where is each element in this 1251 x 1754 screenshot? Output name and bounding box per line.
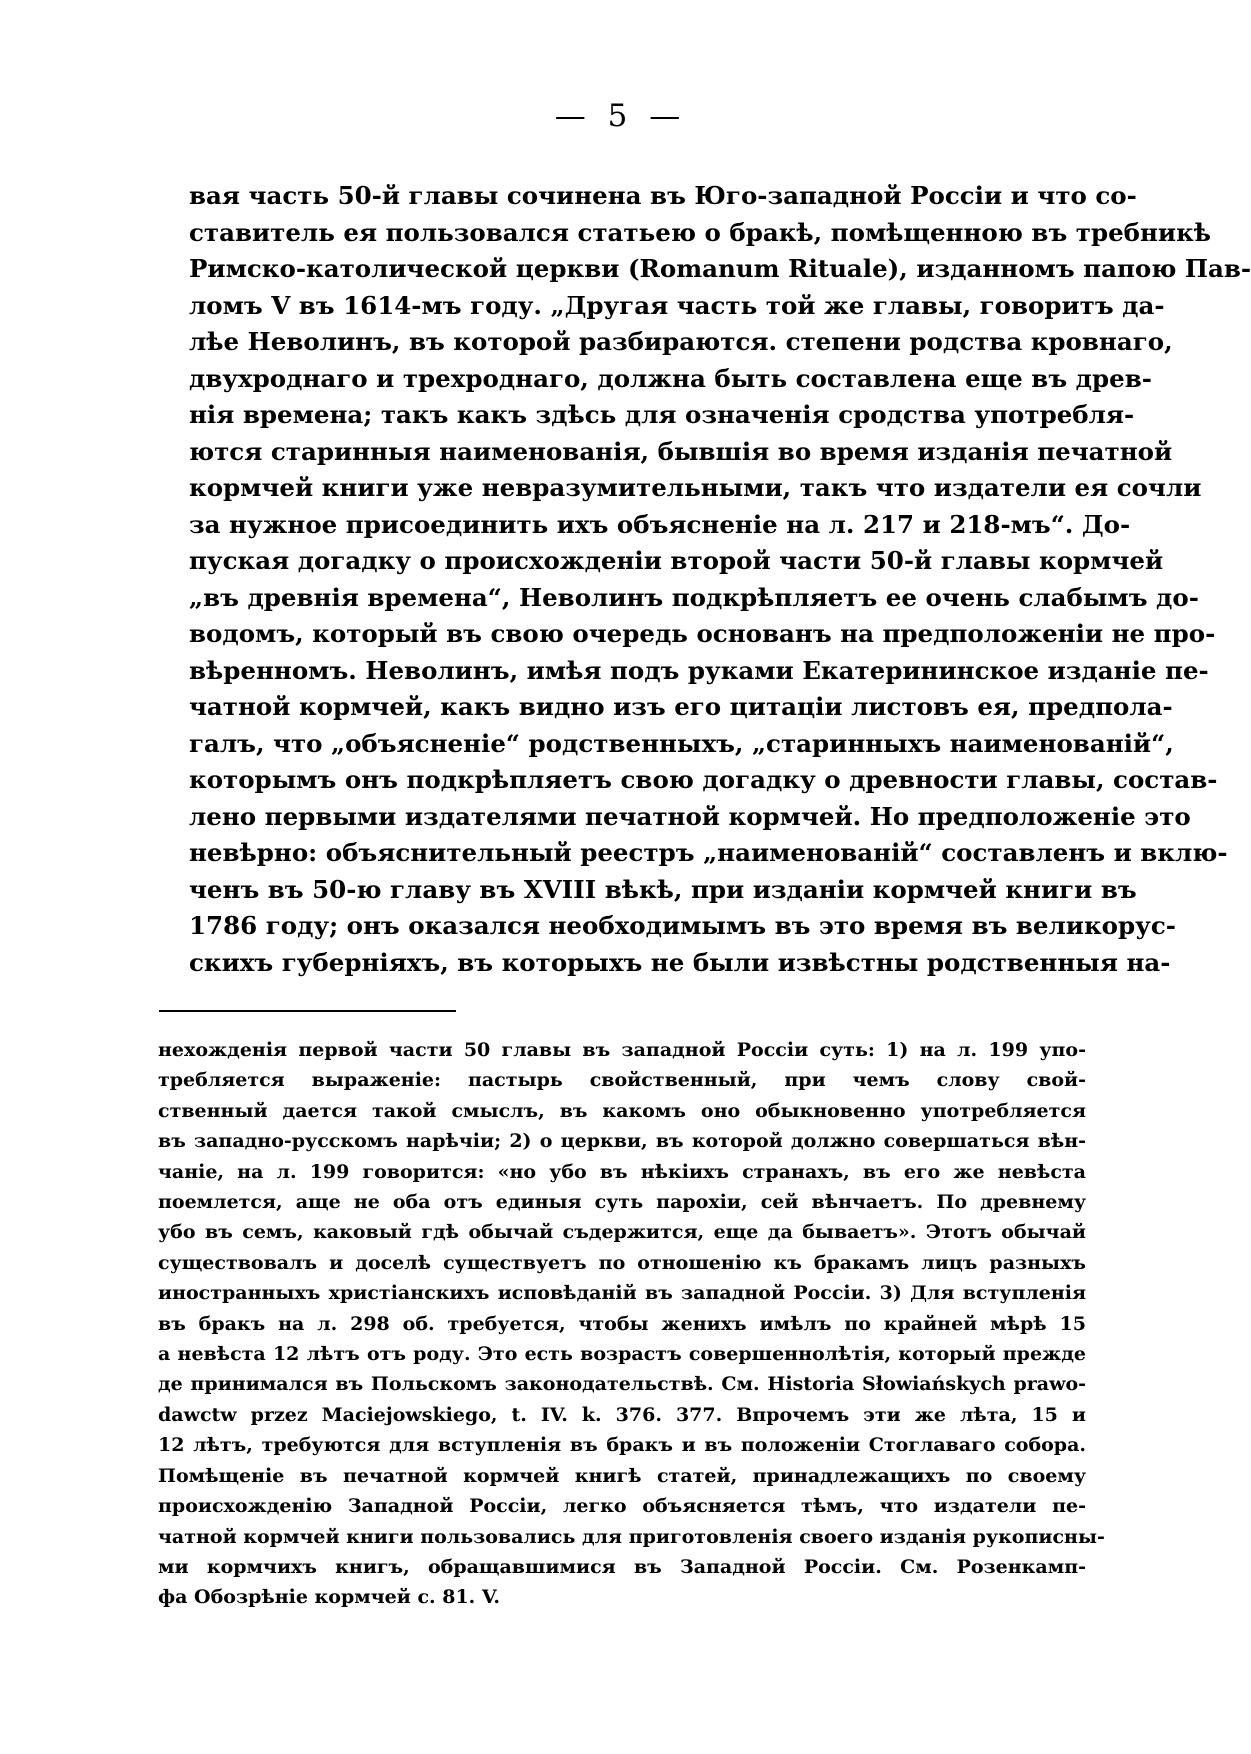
footnote-line: фа Обозрѣніе кормчей с. 81. V. bbox=[158, 1586, 500, 1609]
body-line: ломъ V въ 1614-мъ году. „Другая часть той же главы, говоритъ да- bbox=[189, 290, 1165, 320]
footnote-line: требляется выраженіе: пастырь свойственный, при чемъ слову свой- bbox=[158, 1069, 1086, 1092]
footnote-line: убо въ семъ, каковый гдѣ обычай съдержится, еще да бываетъ». Этотъ обычай bbox=[158, 1221, 1086, 1244]
body-line: Римско-католической церкви (Romanum Rituale), изданномъ папою Пав- bbox=[189, 254, 1251, 283]
footnote-line: Помѣщеніе въ печатной кормчей книгѣ статей, принадлежащихъ по своему bbox=[158, 1464, 1086, 1487]
page-number: — 5 — bbox=[554, 98, 687, 134]
footnote-line: а невѣста 12 лѣтъ отъ роду. Это есть возрастъ совершеннолѣтія, который прежде bbox=[158, 1343, 1086, 1366]
body-line: нія времена; такъ какъ здѣсь для означенія сродства употребля- bbox=[189, 400, 1135, 429]
footnote-line: 12 лѣтъ, требуются для вступленія въ бракъ и въ положеніи Стоглаваго собора. bbox=[158, 1434, 1086, 1457]
body-line: ченъ въ 50-ю главу въ XVIII вѣкѣ, при изданіи кормчей книги въ bbox=[189, 874, 1137, 904]
body-line: 1786 году; онъ оказался необходимымъ въ это время въ великорус- bbox=[189, 911, 1176, 940]
body-line: лено первыми издателями печатной кормчей. Но предположеніе это bbox=[189, 801, 1191, 831]
body-line: кормчей книги уже невразумительными, такъ что издатели ея сочли bbox=[189, 473, 1202, 502]
footnote-line: поемлется, аще не оба отъ единыя суть парохіи, сей вѣнчаетъ. По древнему bbox=[158, 1191, 1086, 1214]
footnote-text bbox=[158, 1035, 1105, 1613]
body-line: скихъ губерніяхъ, въ которыхъ не были извѣстны родственныя на- bbox=[189, 947, 1171, 977]
body-line: водомъ, который въ свою очередь основанъ на предположеніи не про- bbox=[189, 619, 1216, 648]
footnote-line: чатной кормчей книги пользовались для приготовленія своего изданія рукописны- bbox=[158, 1525, 1105, 1548]
footnote-line: dawctw przez Maciejowskiego, t. IV. k. 376. 377. Впрочемъ эти же лѣта, 15 и bbox=[158, 1403, 1086, 1426]
body-line: которымъ онъ подкрѣпляетъ свою догадку о древности главы, состав- bbox=[189, 765, 1218, 794]
footnote-line: существовалъ и доселѣ существуетъ по отношенію къ бракамъ лицъ разныхъ bbox=[158, 1251, 1086, 1274]
body-line: галъ, что „объясненіе“ родственныхъ, „старинныхъ наименованій“, bbox=[189, 728, 1174, 758]
body-line: чатной кормчей, какъ видно изъ его цитаціи листовъ ея, предпола- bbox=[189, 692, 1173, 721]
footnote-line: въ бракъ на л. 298 об. требуется, чтобы женихъ имѣлъ по крайней мѣрѣ 15 bbox=[158, 1312, 1086, 1335]
body-line: вѣренномъ. Неволинъ, имѣя подъ руками Екатерининское изданіе пе- bbox=[189, 655, 1209, 685]
body-line: за нужное присоединить ихъ объясненіе на л. 217 и 218-мъ“. До- bbox=[189, 509, 1131, 539]
footnote-line: чаніе, на л. 199 говорится: «но убо въ нѣкіихъ странахъ, въ его же невѣста bbox=[158, 1160, 1086, 1183]
footnote-line: происхожденію Западной Россіи, легко объясняется тѣмъ, что издатели пе- bbox=[158, 1495, 1086, 1518]
body-line: лѣе Неволинъ, въ которой разбираются. степени родства кровнаго, bbox=[189, 327, 1173, 356]
footnote-separator bbox=[159, 1010, 456, 1012]
footnote-line: ственный дается такой смыслъ, въ какомъ оно обыкновенно употребляется bbox=[158, 1099, 1086, 1122]
body-line: двухроднаго и трехроднаго, должна быть составлена еще въ древ- bbox=[189, 363, 1152, 393]
footnote-line: де принимался въ Польскомъ законодательствѣ. См. Historia Słowiańskych prawo- bbox=[158, 1373, 1086, 1396]
body-line: „въ древнія времена“, Неволинъ подкрѣпляетъ ее очень слабымъ до- bbox=[189, 582, 1199, 612]
footnote-line: нехожденія первой части 50 главы въ западной Россіи суть: 1) на л. 199 упо- bbox=[158, 1039, 1086, 1061]
body-line: невѣрно: объяснительный реестръ „наименованій“ составленъ и вклю- bbox=[189, 838, 1228, 867]
body-line: ставитель ея пользовался статьею о бракѣ, помѣщенною въ требникѣ bbox=[189, 217, 1212, 247]
main-body-text bbox=[189, 178, 1251, 981]
body-line: пуская догадку о происхожденіи второй части 50-й главы кормчей bbox=[189, 546, 1164, 575]
footnote-line: иностранныхъ христіанскихъ исповѣданій въ западной Россіи. 3) Для вступленія bbox=[158, 1282, 1086, 1305]
footnote-line: въ западно-русскомъ нарѣчіи; 2) о церкви, въ которой должно совершаться вѣн- bbox=[158, 1130, 1086, 1153]
footnote-line: ми кормчихъ книгъ, обращавшимися въ Западной Россіи. См. Розенкамп- bbox=[158, 1555, 1086, 1578]
body-line: ются старинныя наименованія, бывшія во время изданія печатной bbox=[189, 436, 1173, 466]
body-line: вая часть 50-й главы сочинена въ Юго-западной Россіи и что со- bbox=[189, 181, 1137, 210]
